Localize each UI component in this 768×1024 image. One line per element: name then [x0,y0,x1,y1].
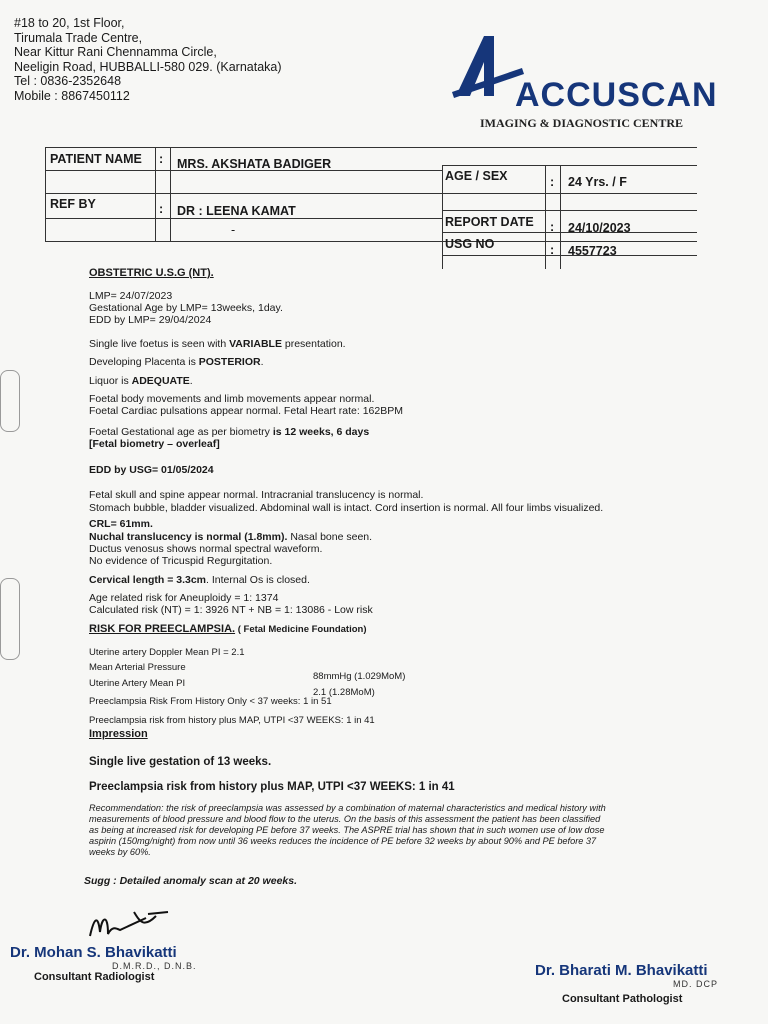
handwritten-signature-icon [86,908,176,942]
placenta-line [89,356,264,369]
skull-line: Fetal skull and spine appear normal. Intracranial translucency is normal. [89,489,424,501]
blank-mark: - [231,223,236,237]
address-line: Neeligin Road, HUBBALLI-580 029. (Karnataka) [14,59,282,74]
nt-line [89,531,372,544]
punch-hole-icon [0,578,20,660]
recommendation-line: Recommendation: the risk of preeclampsia was assessed by a combination of maternal characteristics and medical history with [89,803,606,813]
radiologist-name: Dr. Mohan S. Bhavikatti [10,944,177,961]
tricuspid-line: No evidence of Tricuspid Regurgitation. [89,555,273,567]
recommendation-line: measurements of blood pressure and blood flow to the uterus. On the basis of this assessment the patient has been classified [89,814,601,824]
report-date-label: REPORT DATE [445,215,534,229]
report-title: OBSTETRIC U.S.G (NT). [89,267,214,279]
colon: : [159,202,164,216]
uterine-doppler-line: Uterine artery Doppler Mean PI = 2.1 [89,647,245,658]
patient-name-value: MRS. AKSHATA BADIGER [177,157,332,171]
impression-line-2: Preeclampsia risk from history plus MAP, UTPI <37 WEEKS: 1 in 41 [89,781,455,793]
signature-pathologist [535,962,718,1005]
logo-tagline: IMAGING & DIAGNOSTIC CENTRE [480,116,684,130]
pathologist-degree: MD. DCP [673,979,718,989]
recommendation-block [89,803,606,858]
preeclampsia-source: ( Fetal Medicine Foundation) [235,624,367,635]
colon: : [550,175,555,189]
ductus-line: Ductus venosus shows normal spectral waveform. [89,543,323,555]
map-label: Mean Arterial Pressure [89,662,186,673]
age-sex-value: 24 Yrs. / F [568,175,627,189]
foetus-text: Single live foetus is seen with [89,338,230,350]
impression-line-1: Single live gestation of 13 weeks. [89,756,272,768]
colon: : [159,152,164,166]
ga-lmp-line: Gestational Age by LMP= 13weeks, 1day. [89,302,283,314]
ga-biometry-line [89,426,369,439]
recommendation-line: as being at increased risk for developing PE before 37 weeks. The ASPRE trial has shown that in such women use of low dose [89,825,605,835]
usg-no-label: USG NO [445,237,495,251]
map-value: 88mmHg (1.029MoM) [313,671,406,682]
ga-biometry-value: is 12 weeks, 6 days [272,426,370,438]
cervical-value: Cervical length = 3.3cm [89,574,207,586]
preeclampsia-heading [89,623,367,637]
address-line: Near Kittur Rani Chennamma Circle, [14,45,217,60]
age-sex-label: AGE / SEX [445,169,508,183]
ga-biometry-text: Foetal Gestational age as per biometry [89,426,273,438]
risk-history-line: Preeclampsia Risk From History Only < 37 weeks: 1 in 51 [89,696,332,707]
placenta-value: POSTERIOR [198,356,261,368]
lmp-line: LMP= 24/07/2023 [89,290,173,302]
liquor-text: Liquor is [89,375,132,387]
uterine-pi-label: Uterine Artery Mean PI [89,678,186,689]
colon: : [550,243,555,257]
risk-map-line: Preeclampsia risk from history plus MAP, UTPI <37 WEEKS: 1 in 41 [89,715,375,726]
radiologist-degree: D.M.R.D., D.N.B. [112,961,197,971]
foetus-line [89,338,346,351]
liquor-line [89,375,193,388]
preeclampsia-title: RISK FOR PREECLAMPSIA. [89,623,236,635]
uterine-pi-value: 2.1 (1.28MoM) [313,687,375,698]
cardiac-line: Foetal Cardiac pulsations appear normal. Fetal Heart rate: 162BPM [89,405,403,417]
liquor-value: ADEQUATE [131,375,190,387]
clinic-address [14,16,282,104]
stomach-line: Stomach bubble, bladder visualized. Abdominal wall is intact. Cord insertion is normal. All four limbs visualized. [89,502,604,514]
ref-by-value: DR : LEENA KAMAT [177,204,296,218]
presentation-value: VARIABLE [229,338,282,350]
aneuploidy-line: Age related risk for Aneuploidy = 1: 1374 [89,592,279,604]
address-line: Tel : 0836-2352648 [14,74,122,89]
movements-line: Foetal body movements and limb movements appear normal. [89,393,375,405]
placenta-text-end: . [260,356,264,368]
colon: : [550,220,555,234]
foetus-text-end: presentation. [281,338,346,350]
accuscan-logo [452,34,722,134]
signature-radiologist [10,910,197,983]
ref-by-label: REF BY [50,197,96,211]
logo-wordmark: ACCUSCAN [515,76,718,114]
pathologist-role: Consultant Pathologist [562,993,683,1005]
punch-hole-icon [0,370,20,432]
usg-no-value: 4557723 [568,244,617,258]
suggestion-line: Sugg : Detailed anomaly scan at 20 weeks. [84,875,297,887]
edd-usg-line: EDD by USG= 01/05/2024 [89,464,214,476]
nt-value: Nuchal translucency is normal (1.8mm). [89,531,288,543]
cervical-line [89,574,310,587]
liquor-text-end: . [189,375,193,387]
recommendation-line: weeks by 60%. [89,847,151,857]
report-date-value: 24/10/2023 [568,221,631,235]
calculated-risk-line: Calculated risk (NT) = 1: 3926 NT + NB = 1: 13086 - Low risk [89,604,373,616]
impression-title: Impression [89,728,148,740]
address-line: Mobile : 8867450112 [14,88,130,103]
address-line: #18 to 20, 1st Floor, [14,16,125,30]
nasal-bone-text: Nasal bone seen. [287,531,373,543]
patient-details-table [45,147,697,275]
pathologist-name: Dr. Bharati M. Bhavikatti [535,962,708,979]
patient-name-label: PATIENT NAME [50,152,142,166]
edd-lmp-line: EDD by LMP= 29/04/2024 [89,314,212,326]
biometry-note: [Fetal biometry – overleaf] [89,438,220,450]
crl-line: CRL= 61mm. [89,518,153,530]
radiologist-role: Consultant Radiologist [34,971,155,983]
placenta-text: Developing Placenta is [89,356,199,368]
address-line: Tirumala Trade Centre, [14,30,143,45]
cervical-text: . Internal Os is closed. [206,574,310,586]
recommendation-line: aspirin (150mg/night) from now until 36 weeks reduces the incidence of PE before 32 weeks by about 90% and PE before 37 [89,836,597,846]
